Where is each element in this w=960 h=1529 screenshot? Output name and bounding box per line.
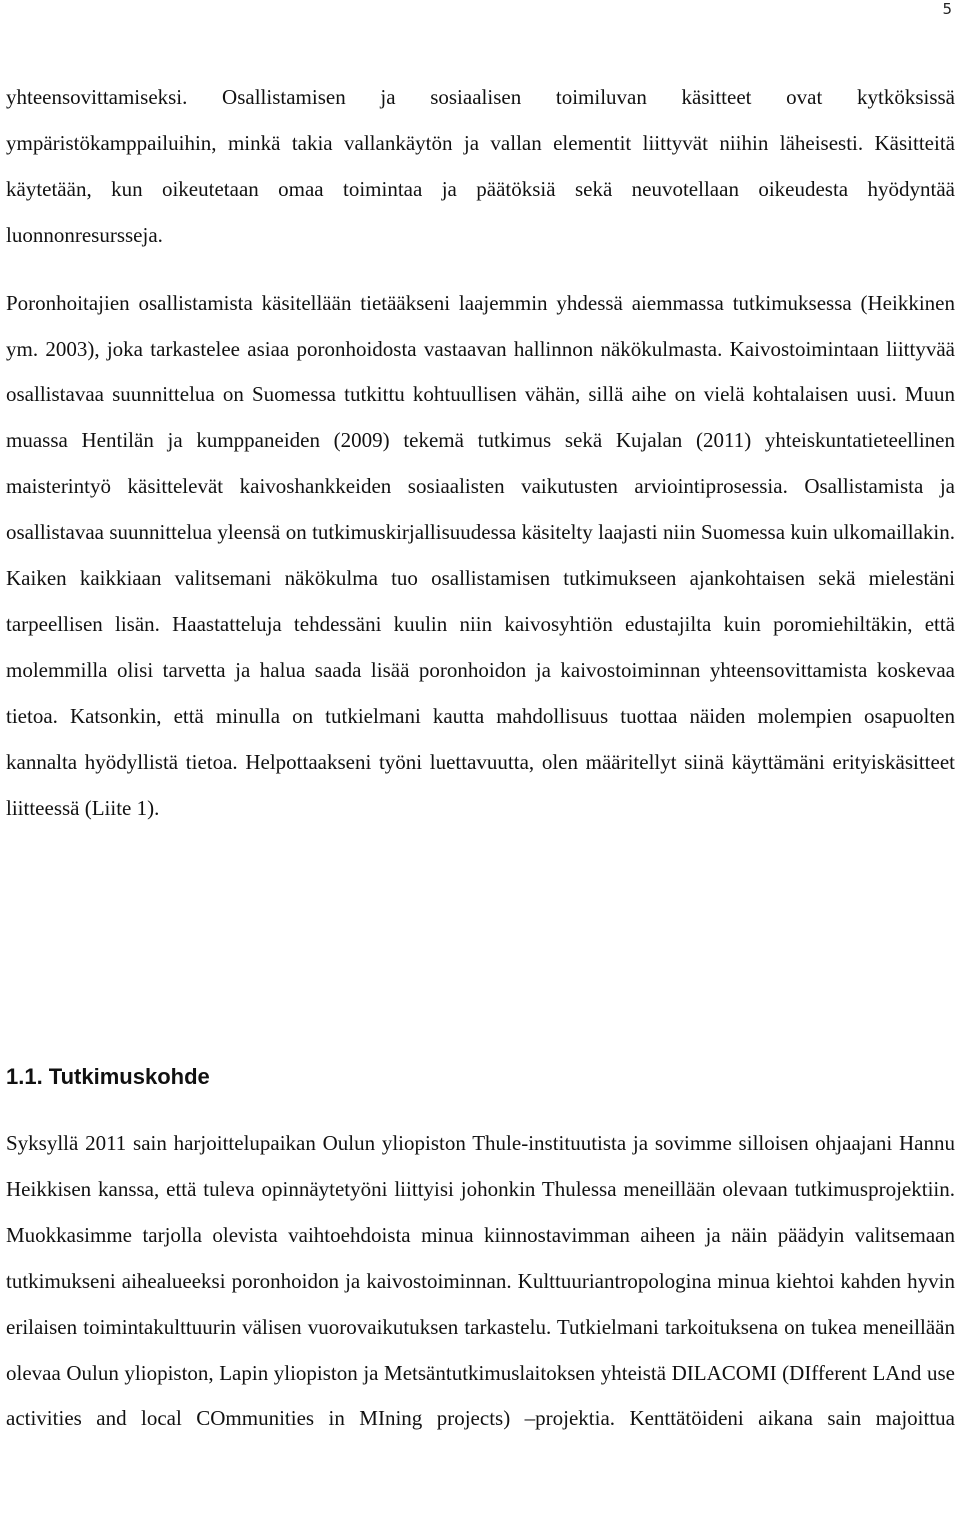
page-number: 5 [942,0,952,18]
paragraph-research-subject: Syksyllä 2011 sain harjoittelupaikan Oulun yliopiston Thule-instituutista ja sovimme silloisen ohjaajani Hannu Heikkisen kanssa, että tuleva opinnäytetyöni liittyisi johonkin Thulessa meneillään olevaan tutkimusprojektiin. Muokkasimme tarjolla olevista vaihtoehdoista minua kiinnostavimman aiheen ja näin päädyin valitsemaan tutkimukseni aihealueeksi poronhoidon ja kaivostoiminnan. Kulttuuriantropologina minua kiehtoi kahden hyvin erilaisen toimintakulttuurin välisen vuorovaikutuksen tarkastelu. Tutkielmani tarkoituksena on tukea meneillään olevaa Oulun yliopiston, Lapin yliopiston ja Metsäntutkimuslaitoksen yhteistä DILACOMI (DIfferent LAnd use activities and local COmmunities in MIning projects) –projektia. Kenttätöideni aikana sain majoittua [6,1131,955,1431]
paragraph-intro-end: yhteensovittamiseksi. Osallistamisen ja sosiaalisen toimiluvan käsitteet ovat kytköksissä ympäristökamppailuihin, minkä takia vallankäytön ja vallan elementit liittyvät niihin läheisesti. Käsitteitä käytetään, kun oikeutetaan omaa toimintaa ja päätöksiä sekä neuvotellaan oikeudesta hyödyntää luonnonresursseja. [6,85,955,247]
document-body [6,75,955,1431]
paragraph-participation-research: Poronhoitajien osallistamista käsitellään tietääkseni laajemmin yhdessä aiemmassa tutkimuksessa (Heikkinen ym. 2003), joka tarkastelee asiaa poronhoidosta vastaavan hallinnon näkökulmasta. Kaivostoimintaan liittyvää osallistavaa suunnittelua on Suomessa tutkittu kohtuullisen vähän, sillä aihe on vielä kohtalaisen uusi. Muun muassa Hentilän ja kumppaneiden (2009) tekemä tutkimus sekä Kujalan (2011) yhteiskuntatieteellinen maisterintyö käsittelevät kaivoshankkeiden sosiaalisten vaikutusten arviointiprosessia. Osallistamista ja osallistavaa suunnittelua yleensä on tutkimuskirjallisuudessa käsitelty laajasti niin Suomessa kuin ulkomaillakin. Kaiken kaikkiaan valitsemani näkökulma tuo osallistamisen tutkimukseen ajankohtaisen sekä mielestäni tarpeellisen lisän. Haastatteluja tehdessäni kuulin niin kaivosyhtiön edustajilta kuin poromiehiltäkin, että molemmilla olisi tarvetta ja halua saada lisää poronhoidon ja kaivostoiminnan yhteensovittamista koskevaa tietoa. Katsonkin, että minulla on tutkielmani kautta mahdollisuus tuottaa näiden molempien osapuolten kannalta hyödyllistä tietoa. Helpottaakseni työni luettavuutta, olen määritellyt siinä käyttämäni erityiskäsitteet liitteessä (Liite 1). [6,290,955,820]
section-heading: 1.1. Tutkimuskohde [6,1064,210,1089]
